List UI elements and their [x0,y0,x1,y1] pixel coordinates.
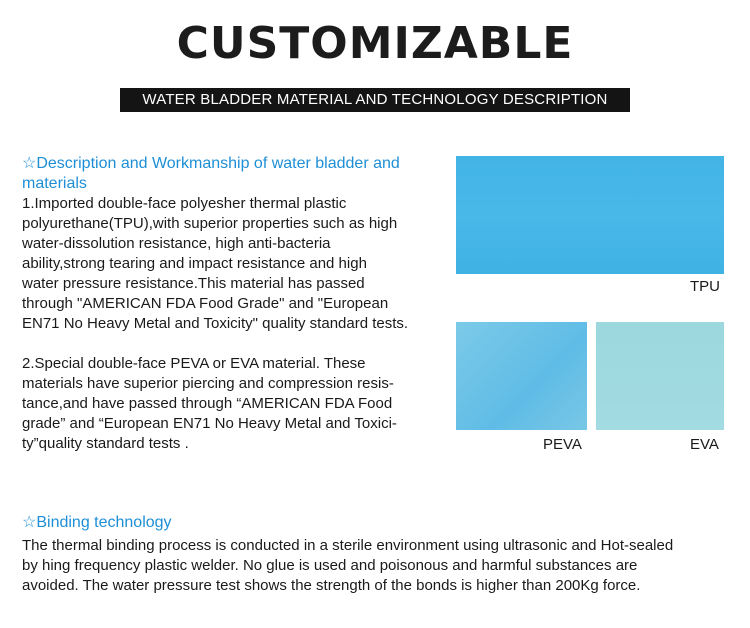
tpu-label: TPU [690,278,720,295]
text-line: ty”quality standard tests . [22,435,189,452]
description-heading: ☆Description and Workmanship of water bladder and materials [22,155,400,192]
peva-material-swatch [456,322,587,430]
eva-label: EVA [690,436,719,453]
tpu-description [22,194,440,334]
text-line: grade” and “European EN71 No Heavy Metal and Toxici- [22,415,397,432]
binding-description [22,536,730,596]
text-line: by hing frequency plastic welder. No glue is used and poisonous and harmful substances are [22,557,638,574]
binding-heading: ☆Binding technology [22,514,172,531]
text-line: The thermal binding process is conducted in a sterile environment using ultrasonic and Hot-sealed [22,537,674,554]
page-title: CUSTOMIZABLE [176,18,574,69]
text-line: ability,strong tearing and impact resistance and high [22,255,367,272]
text-line: through "AMERICAN FDA Food Grade" and "European [22,295,389,312]
text-line: polyurethane(TPU),with superior properties such as high [22,215,398,232]
text-line: tance,and have passed through “AMERICAN FDA Food [22,395,393,412]
eva-material-swatch [596,322,724,430]
peva-label: PEVA [543,436,582,453]
peva-eva-description [22,354,440,454]
text-line: 1.Imported double-face polyesher thermal plastic [22,195,347,212]
text-line: water-dissolution resistance, high anti-bacteria [22,235,331,252]
tpu-material-swatch [456,156,724,274]
text-line: materials have superior piercing and compression resis- [22,375,394,392]
text-line: 2.Special double-face PEVA or EVA material. These [22,355,366,372]
section-banner: WATER BLADDER MATERIAL AND TECHNOLOGY DESCRIPTION [120,88,630,112]
text-line: EN71 No Heavy Metal and Toxicity" quality standard tests. [22,315,409,332]
text-line: avoided. The water pressure test shows the strength of the bonds is higher than 200Kg force. [22,577,641,594]
text-line: water pressure resistance.This material has passed [22,275,365,292]
